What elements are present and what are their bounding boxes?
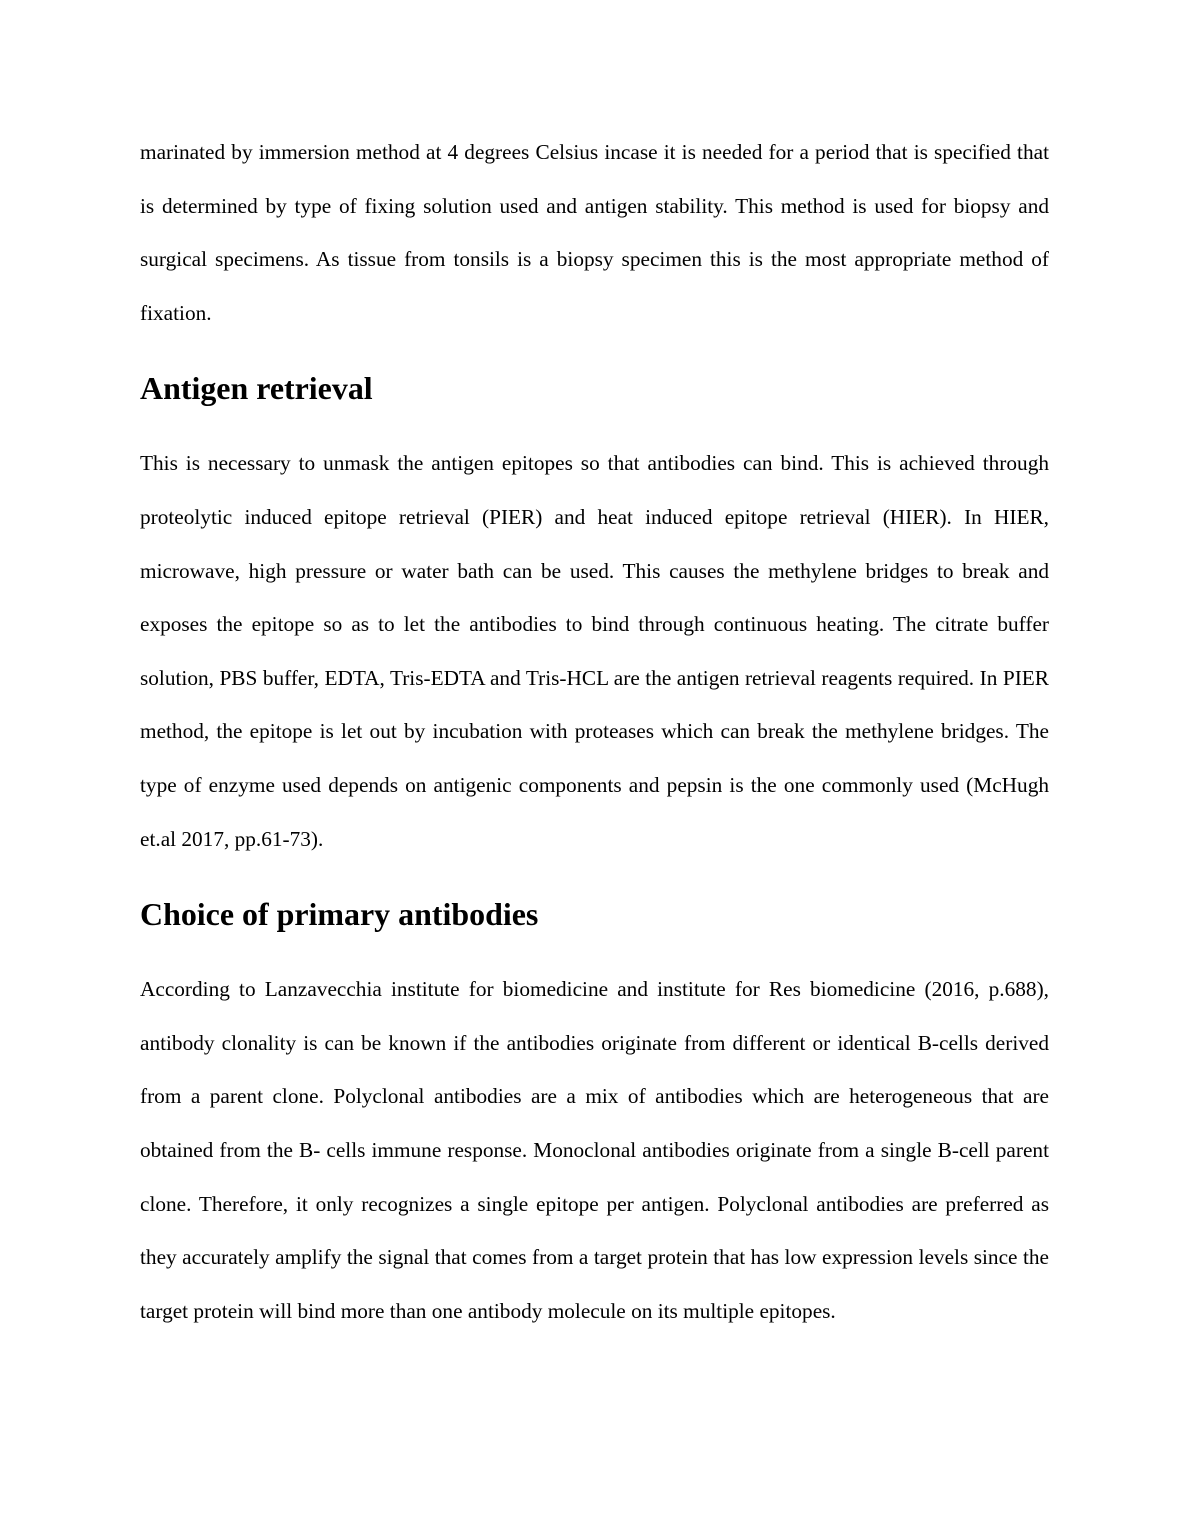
heading-primary-antibodies: Choice of primary antibodies [140, 897, 539, 933]
paragraph-antigen-retrieval: This is necessary to unmask the antigen epitopes so that antibodies can bind. This is achieved through proteolytic induced epitope retrieval (PIER) and heat induced epitope retrieval (HIER). In HIER, microwave, high pressure or water bath can be used. This causes the methylene bridges to break and exposes the epitope so as to let the antibodies to bind through continuous heating. The citrate buffer solution, PBS buffer, EDTA, Tris-EDTA and Tris-HCL are the antigen retrieval reagents required. In PIER method, the epitope is let out by incubation with proteases which can break the methylene bridges. The type of enzyme used depends on antigenic components and pepsin is the one commonly used (McHugh et.al 2017, pp.61-73). [140, 451, 1049, 851]
heading-antigen-retrieval: Antigen retrieval [140, 371, 373, 407]
paragraph-fixation: marinated by immersion method at 4 degrees Celsius incase it is needed for a period that is specified that is determined by type of fixing solution used and antigen stability. This method is used for biopsy and surgical specimens. As tissue from tonsils is a biopsy specimen this is the most appropriate method of fixation. [140, 140, 1049, 325]
document-page [140, 126, 1049, 1338]
paragraph-primary-antibodies: According to Lanzavecchia institute for biomedicine and institute for Res biomedicine (2016, p.688), antibody clonality is can be known if the antibodies originate from different or identical B-cells derived from a parent clone. Polyclonal antibodies are a mix of antibodies which are heterogeneous that are obtained from the B- cells immune response. Monoclonal antibodies originate from a single B-cell parent clone. Therefore, it only recognizes a single epitope per antigen. Polyclonal antibodies are preferred as they accurately amplify the signal that comes from a target protein that has low expression levels since the target protein will bind more than one antibody molecule on its multiple epitopes. [140, 977, 1049, 1323]
